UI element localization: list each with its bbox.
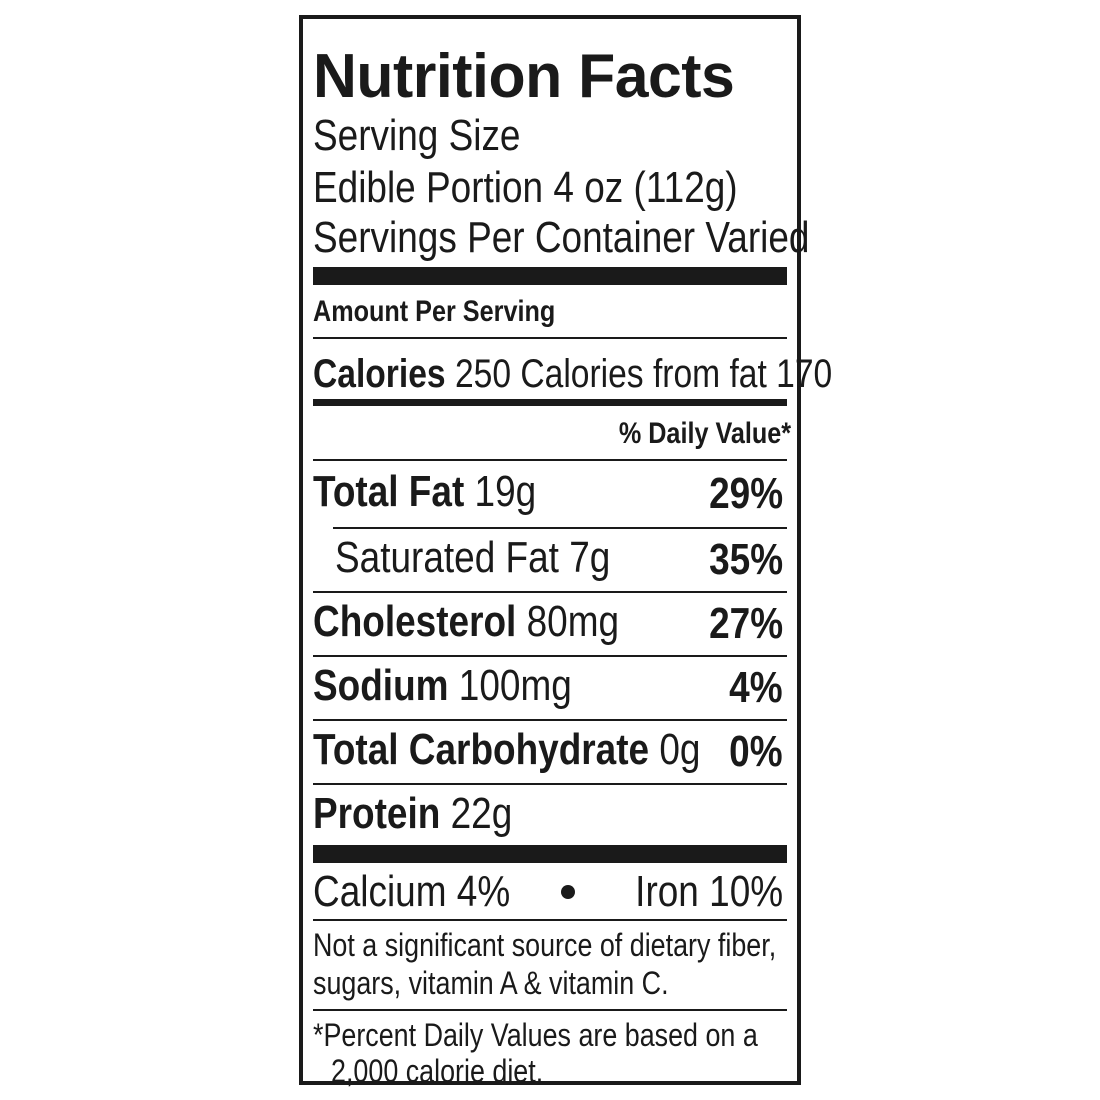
calories-from-fat-label: Calories from fat	[520, 352, 767, 396]
amount-per-serving: Amount Per Serving	[313, 295, 556, 328]
nutrient-row-saturated-fat	[335, 533, 610, 583]
nutrient-amount: 0g	[659, 725, 701, 774]
divider	[333, 527, 787, 529]
nutrient-label: Sodium	[313, 661, 449, 710]
nutrient-amount: 7g	[569, 533, 611, 582]
footnote-line-2: 2,000 calorie diet.	[331, 1053, 544, 1089]
divider	[313, 459, 787, 461]
nutrient-dv: 35%	[709, 535, 783, 584]
divider	[313, 783, 787, 785]
calories-row	[313, 352, 832, 397]
note-line-1: Not a significant source of dietary fiber,	[313, 927, 777, 963]
divider	[313, 655, 787, 657]
label-title: Nutrition Facts	[313, 42, 735, 111]
nutrient-dv: 4%	[729, 663, 783, 712]
calories-from-fat-value: 170	[776, 352, 833, 396]
nutrient-row-protein	[313, 789, 512, 839]
iron-value: Iron 10%	[635, 867, 783, 916]
thick-divider	[313, 267, 787, 285]
divider	[313, 719, 787, 721]
divider	[313, 1009, 787, 1011]
calcium-value: Calcium 4%	[313, 867, 511, 916]
divider	[313, 591, 787, 593]
nutrient-dv: 27%	[709, 599, 783, 648]
nutrient-row-total-carbohydrate	[313, 725, 701, 775]
nutrient-label: Total Carbohydrate	[313, 725, 650, 774]
nutrient-row-sodium	[313, 661, 572, 711]
nutrient-amount: 19g	[474, 467, 537, 516]
divider	[313, 919, 787, 921]
nutrient-label: Cholesterol	[313, 597, 517, 646]
nutrient-row-total-fat	[313, 467, 536, 517]
note-line-2: sugars, vitamin A & vitamin C.	[313, 965, 669, 1001]
thick-divider	[313, 845, 787, 863]
nutrient-amount: 80mg	[526, 597, 620, 646]
nutrient-dv: 0%	[729, 727, 783, 776]
serving-size-label: Serving Size	[313, 111, 521, 160]
divider	[313, 337, 787, 339]
nutrition-facts-label	[299, 15, 833, 1089]
nutrient-label: Protein	[313, 789, 441, 838]
nutrient-row-cholesterol	[313, 597, 619, 647]
nutrient-amount: 100mg	[458, 661, 572, 710]
footnote-line-1: *Percent Daily Values are based on a	[313, 1017, 758, 1053]
calories-value: 250	[454, 352, 512, 396]
calories-label: Calories	[313, 352, 446, 396]
daily-value-header: % Daily Value*	[618, 417, 791, 450]
bullet-separator	[561, 885, 575, 899]
servings-per-container: Servings Per Container Varied	[313, 213, 810, 262]
nutrient-amount: 22g	[450, 789, 513, 838]
nutrient-dv: 29%	[709, 469, 783, 518]
nutrient-label: Total Fat	[313, 467, 465, 516]
serving-size-value: Edible Portion 4 oz (112g)	[313, 163, 738, 212]
medium-divider	[313, 399, 787, 406]
nutrient-label: Saturated Fat	[335, 533, 559, 582]
